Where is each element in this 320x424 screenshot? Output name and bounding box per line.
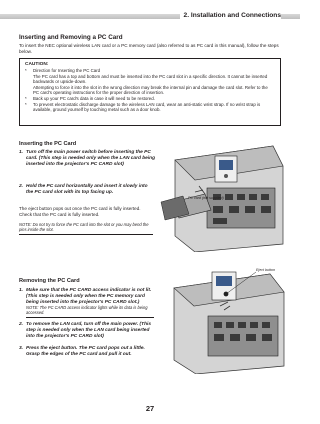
- remove-note: NOTE: The PC CARD access indicator lights while its data is being accessed.: [26, 305, 154, 318]
- remove-card-illustration: [160, 258, 288, 374]
- insert-step-1: 1. Turn off the main power switch before inserting the PC card. (This step is needed only when the LAN card being inserted into the projector's PC CARD slot): [19, 150, 156, 168]
- remove-step-2: 2. To remove the LAN card, turn off the main power. (This step is needed only when the LAN card being inserted into the projector's PC CARD slot): [19, 322, 151, 340]
- caution-item: * To prevent electrostatic discharge damage to the wireless LAN card, wear an anti-static wrist strap. If no wrist strap is available, ground yourself by touching metal such as a door knob.: [25, 101, 261, 113]
- remove-step-1: 1. Make sure that the PC CARD access indicator is not lit. (This step is needed only when the PC memory card being inserted into the projector's PC CARD slot.): [19, 288, 152, 306]
- caution-item: * Direction for Inserting the PC Card: [25, 68, 101, 73]
- page-number: 27: [145, 404, 155, 413]
- remove-heading: Removing the PC Card: [19, 278, 80, 284]
- header-title: 2. Installation and Connections: [180, 8, 281, 24]
- caution-subtext: Attempting to force it into the slot in the wrong direction may break the internal pin and damage the card slot. Refer to the PC card's operating instructions for the proper direction of insertion.: [33, 84, 268, 96]
- insert-caption: PC card (not supplied): [188, 196, 224, 200]
- page-header: [0, 8, 300, 24]
- insert-heading: Inserting the PC Card: [19, 141, 77, 147]
- remove-step-3: 3. Press the eject button. The PC card pops out a little. Grasp the edges of the PC card and pull it out.: [19, 346, 145, 358]
- caution-subtext: The PC card has a top and bottom and must be inserted into the PC card slot in a specific direction. It cannot be inserted backwards or upside-down.: [33, 73, 268, 85]
- insert-note: NOTE: Do not try to force the PC card into the slot or you may bend the pins inside the slot.: [19, 222, 153, 235]
- caution-item: * Back up your PC card's data in case it will need to be restored.: [25, 95, 155, 101]
- caution-title: CAUTION:: [25, 62, 49, 67]
- section-intro: To insert the NEC optional wireless LAN card or a PC memory card (also referred to as PC card in this manual), follow the steps below.: [19, 43, 279, 54]
- section-heading: Inserting and Removing a PC Card: [19, 34, 123, 41]
- eject-caption: Eject button: [256, 268, 275, 272]
- caution-box: [19, 58, 281, 126]
- insert-card-illustration: [155, 136, 285, 252]
- insert-step-2: 2. Hold the PC card horizontally and insert it slowly into the PC card slot with its top facing up.: [19, 184, 148, 196]
- insert-after-text: The eject button pops out once the PC card is fully inserted. Check that the PC card is fully inserted.: [19, 206, 141, 217]
